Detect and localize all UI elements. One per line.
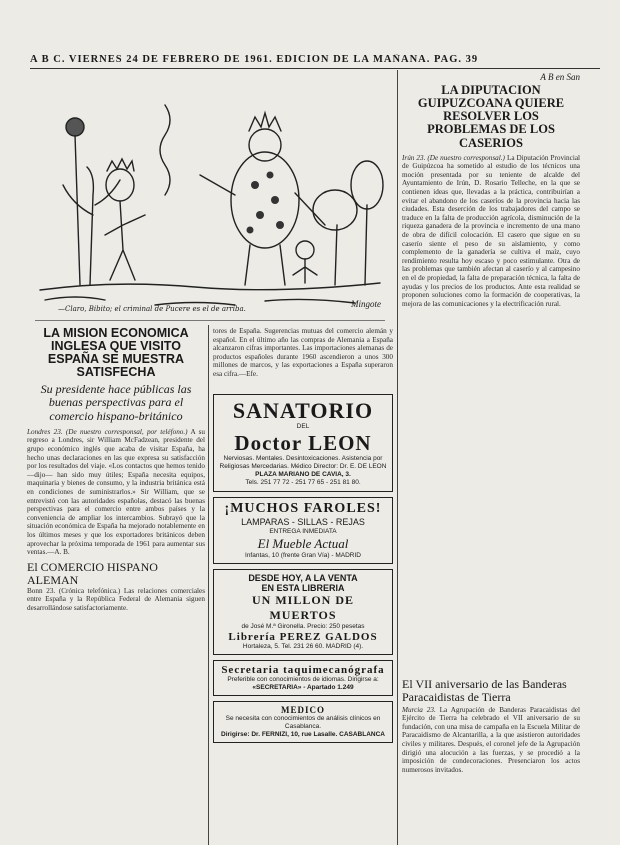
right-column xyxy=(402,72,580,842)
right-source: A B en San xyxy=(540,72,580,82)
libreria-author: de José M.ª Gironella. Precio: 250 pesetas xyxy=(241,623,365,630)
libreria-book: UN MILLON DE MUERTOS xyxy=(251,593,354,622)
secretaria-desc: Preferible con conocimientos de idiomas. Dirigirse a: xyxy=(227,676,379,683)
cartoon xyxy=(35,75,385,321)
faroles-items: LAMPARAS - SILLAS - REJAS xyxy=(241,517,365,527)
right-title: LA DIPUTACION GUIPUZCOANA QUIERE RESOLVER LOS PROBLEMAS DE LOS CASERIOS xyxy=(417,83,565,150)
secretaria-ad xyxy=(213,660,393,696)
mission-title: LA MISION ECONOMICA INGLESA QUE VISITO ESPAÑA SE MUESTRA SATISFECHA xyxy=(43,327,189,380)
vii-title: El VII aniversario de las Banderas Paracaidistas de Tierra xyxy=(402,676,567,704)
sanatorio-desc: Nerviosas. Mentales. Desintoxicaciones. Asistencia por Religiosas Mercedarias. Médico Director: Dr. E. DE LEON xyxy=(219,455,387,470)
faroles-shop: El Mueble Actual xyxy=(257,536,349,551)
cartoon-illustration xyxy=(35,75,385,320)
cartoon-signature: Mingote xyxy=(351,299,381,309)
sanatorio-name: Doctor LEON xyxy=(234,431,372,455)
middle-top-text: tores de España. Sugerencias mutuas del comercio alemán y español. En el último año las compras de Alemania a España alcanzaron cifras importantes. Las importaciones alemanas de productos españoles durante 1960 ascendieron a unos 300 millones de marcos, y las exportaciones a España superaron esa cifra.—Efe. xyxy=(213,327,393,378)
continuation-body: Bonn 23. (Crónica telefónica.) Las relaciones comerciales entre España y la República Federal de Alemania siguen desarrollándose satisfactoriamente. xyxy=(27,586,205,612)
libreria-line1: DESDE HOY, A LA VENTA xyxy=(248,573,358,583)
libreria-shop: Librería PEREZ GALDOS xyxy=(228,631,378,643)
secretaria-contact: «SECRETARIA» - Apartado 1.249 xyxy=(252,684,354,691)
sanatorio-phones: Tels. 251 77 72 - 251 77 65 - 251 81 80. xyxy=(245,479,361,486)
medico-ad xyxy=(213,701,393,743)
sanatorio-title: SANATORIO xyxy=(232,398,374,423)
sanatorio-ad xyxy=(213,394,393,492)
libreria-ad xyxy=(213,569,393,655)
page-header: A B C. VIERNES 24 DE FEBRERO DE 1961. EDICION DE LA MAÑANA. PAG. 39 xyxy=(30,54,479,65)
continuation-title: El COMERCIO HISPANO ALEMAN xyxy=(27,559,158,587)
faroles-title: ¡MUCHOS FAROLES! xyxy=(224,501,382,516)
medico-desc: Se necesita con conocimientos de análisis clínicos en Casablanca. xyxy=(225,715,381,730)
right-body: La Diputación Provincial de Guipúzcoa ha sometido al estudio de los técnicos una moción presentada por su teniente de alcalde del Ayuntamiento de Irún, D. Rosario Telleche, en la que se contienen ideas que, llevadas a la práctica, contribuirían a evitar el abandono de los caseríos de la provincia hacia las ciudades. Esta deserción de los trabajadores del campo se traduce en la falta de producción agrícola, disminución de la riqueza ganadera de la provincia e incremento de una mano de obra de difícil colocación. El casero que sigue en su caserío siente el peso de su aislamiento, y como complemento de la ganadería se cultiva el maíz, cuyo rendimiento resulta hoy escaso y poco estimulante. Otra de las problemas que también afectan al caserío y al campesino en el de propiedad, la falta de preparación técnica, la falta de ayudas y los precios de los productos. Ante esta realidad se proponen soluciones como la formación de cooperativas, la mejora de las comunicaciones y la electrificación rural. xyxy=(402,153,580,308)
vii-body-block xyxy=(402,706,580,775)
middle-column xyxy=(213,327,393,842)
mission-body: A su regreso a Londres, sir William McFadzean, presidente del grupo económico inglés que acaba de visitar España, ha hecho unas declaraciones en las que expresa su satisfacción por los resultados del viaje. «Los contactos que hemos tenido —dijo— han sido muy útiles; España necesita equipos, maquinaria y bienes de consumo, y la industria británica está en condiciones de suministrarlos.» Sir William, que se entrevistó con las autoridades españolas, destacó las buenas perspectivas para el comercio entre ambos países y la conveniencia de ampliar los intercambios. Subrayó que la situación económica de España ha mejorado notablemente en los últimos meses y que los exportadores británicos deben aprovechar la próxima temporada de 1961 para aumentar sus ventas.—A. B. xyxy=(27,427,205,557)
right-body-block xyxy=(402,154,580,674)
medico-contact: Dirigirse: Dr. FERNIZI, 10, rue Lasalle. CASABLANCA xyxy=(221,731,385,738)
faroles-address: Infantas, 10 (frente Gran Vía) - MADRID xyxy=(245,552,361,559)
mission-body-block xyxy=(27,428,205,557)
cartoon-caption: —Claro, Bibito; el criminal de Pucere es el de arriba. xyxy=(58,305,246,313)
column-divider xyxy=(397,70,398,845)
mission-subtitle: Su presidente hace públicas las buenas perspectivas para el comercio hispano-británico xyxy=(40,381,192,424)
medico-title: MEDICO xyxy=(281,705,325,715)
vii-dateline: Murcia 23. xyxy=(402,705,436,714)
faroles-entrega: ENTREGA INMEDIATA xyxy=(269,528,337,535)
libreria-line2: EN ESTA LIBRERIA xyxy=(261,583,345,593)
mission-dateline: Londres 23. (De nuestro corresponsal, por teléfono.) xyxy=(27,427,188,436)
faroles-ad xyxy=(213,497,393,564)
column-divider xyxy=(208,325,209,845)
right-dateline: Irún 23. (De nuestro corresponsal.) xyxy=(402,153,505,162)
libreria-address: Hortaleza, 5. Tel. 231 26 60. MADRID (4). xyxy=(242,643,364,650)
mission-article xyxy=(27,327,205,842)
sanatorio-address: PLAZA MARIANO DE CAVIA, 3. xyxy=(255,471,351,478)
vii-body: La Agrupación de Banderas Paracaidistas del Ejército de Tierra ha celebrado el VII aniversario de su fundación, con una misa de campaña en la Escuela Militar de Paracaidismo de Alcantarilla, a la que asistieron autoridades civiles y militares. Después, el coronel jefe de la Agrupación dirigió una alocución a las fuerzas, y se procedió a la imposición de condecoraciones. Presenciaron los actos numerosos invitados. xyxy=(402,705,580,774)
secretaria-title: Secretaria taquimecanógrafa xyxy=(221,664,385,676)
header-rule xyxy=(30,68,600,69)
sanatorio-del: DEL xyxy=(296,423,310,430)
